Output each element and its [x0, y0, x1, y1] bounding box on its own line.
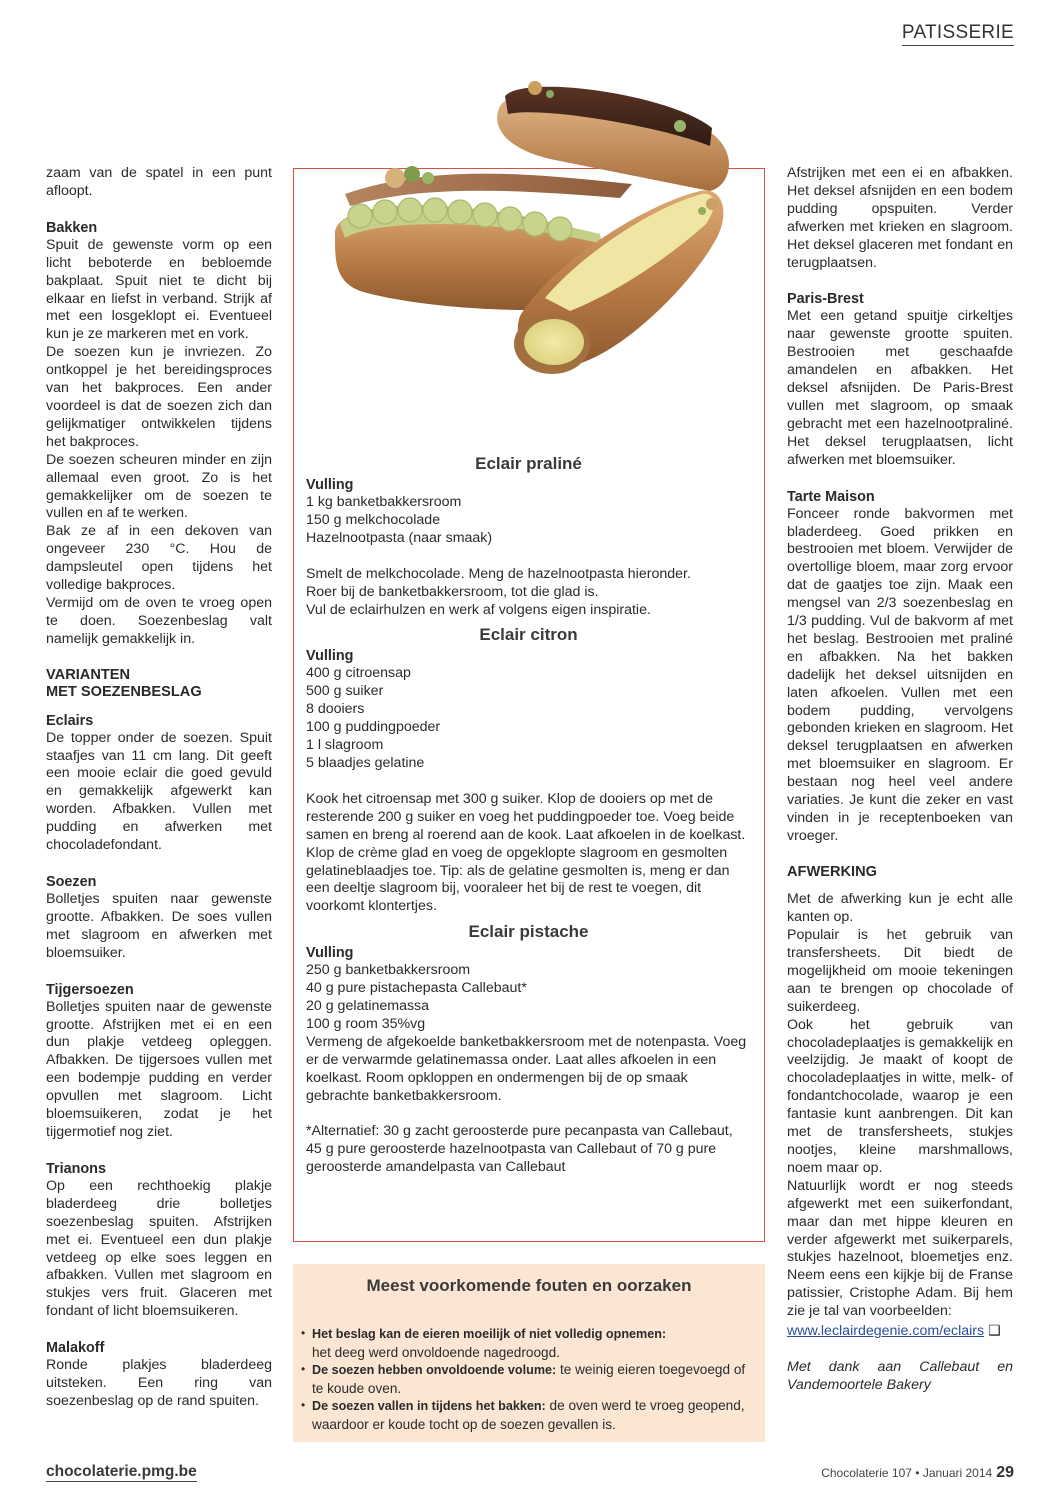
- mistake-item: [301, 1361, 756, 1397]
- right-intro: Afstrijken met een ei en afbakken. Het deksel afsnijden en een bodem pudding opspuiten. Verder afwerken met krieken en slagroom. Het deksel glaceren met fondant en terugplaatsen.: [787, 165, 1013, 271]
- bullet-icon: •: [301, 1362, 306, 1376]
- tarte-heading: Tarte Maison: [787, 488, 875, 505]
- bakken-paragraph-5: Vermijd om de oven te vroeg open te doen. Soezenbeslag valt namelijk gemakkelijk in.: [46, 594, 272, 647]
- mistake-item: [301, 1397, 756, 1433]
- mistake-cause: De soezen vallen in tijdens het bakken:: [312, 1399, 546, 1413]
- pistache-note: *Alternatief: 30 g zacht geroosterde pure pecanpasta van Callebaut, 45 g pure geroosterde hazelnootpasta van Callebaut of 70 g pure geroosterde amandelpasta van Callebaut: [306, 1123, 733, 1176]
- footer-info: [821, 1464, 1014, 1482]
- praline-step: Smelt de melkchocolade. Meng de hazelnootpasta hieronder.: [306, 565, 691, 582]
- citron-ingredient: 400 g citroensap: [306, 665, 411, 682]
- left-column: [46, 165, 272, 1411]
- bakken-paragraph-3: De soezen scheuren minder en zijn allemaal even groot. Zo is het gemakkelijker om de soezen te vullen en af te werken.: [46, 451, 272, 522]
- mistake-cause: De soezen hebben onvoldoende volume:: [312, 1363, 557, 1377]
- mistakes-title: Meest voorkomende fouten en oorzaken: [366, 1276, 692, 1295]
- footer-issue: Chocolaterie 107 • Januari 2014: [821, 1466, 993, 1480]
- end-square-icon: ❑: [988, 1323, 1001, 1340]
- mistakes-list: [301, 1325, 756, 1433]
- mistake-cause: Het beslag kan de eieren moeilijk of niet volledig opnemen:: [312, 1327, 667, 1341]
- mistakes-box: [293, 1264, 765, 1442]
- eclairs-heading: Eclairs: [46, 712, 94, 729]
- footer-site[interactable]: chocolaterie.pmg.be: [46, 1463, 197, 1480]
- trianons-heading: Trianons: [46, 1160, 106, 1177]
- citron-ingredient: 8 dooiers: [306, 701, 365, 718]
- right-column: [787, 165, 1013, 1395]
- thanks-note: Met dank aan Callebaut en Vandemoortele Bakery: [787, 1358, 1013, 1393]
- recipe-pistache-title: Eclair pistache: [468, 922, 589, 942]
- parisbrest-heading: Paris-Brest: [787, 291, 864, 308]
- afwerking-paragraph-1: Met de afwerking kun je echt alle kanten op.: [787, 891, 1013, 926]
- pistache-ingredient: 250 g banketbakkersroom: [306, 962, 471, 979]
- tijgersoezen-text: Bolletjes spuiten naar de gewenste grootte. Afstrijken met ei en een dun plakje vetdeeg opleggen. Afbakken. De tijgersoes vullen met een bodempje pudding en verder opvullen met slagroom. Licht bloemsuikeren, zodat je het tijgermotief nog ziet.: [46, 998, 272, 1140]
- soezen-heading: Soezen: [46, 874, 97, 890]
- praline-step: Roer bij de banketbakkersroom, tot die glad is.: [306, 583, 599, 600]
- citron-ingredient: 5 blaadjes gelatine: [306, 754, 425, 771]
- pistache-ingredient: 100 g room 35%vg: [306, 1015, 426, 1032]
- mistake-item: [301, 1325, 756, 1361]
- pistache-ingredient: 40 g pure pistachepasta Callebaut*: [306, 980, 527, 997]
- citron-vulling-heading: Vulling: [306, 648, 354, 665]
- praline-ingredient: Hazelnootpasta (naar smaak): [306, 529, 493, 546]
- malakoff-text: Ronde plakjes bladerdeeg uitsteken. Een ring van soezenbeslag op de rand spuiten.: [46, 1357, 272, 1409]
- pistache-vulling-heading: Vulling: [306, 945, 354, 962]
- recipe-citron-title: Eclair citron: [479, 625, 578, 645]
- citron-steps: Kook het citroensap met 300 g suiker. Klop de dooiers op met de resterende 200 g suiker en voeg het puddingpoeder toe. Voeg beide samen en breng al roerend aan de kook. Laat afkoelen in de koelkast. Klop de crème glad en voeg de opgeklopte slagroom en gesmolten gelatineblaadjes toe. Tip: als de gelatine gesmolten is, meng er dan een deeltje slagroom bij, vooraleer het bij de rest te voegen, dit voorkomt klontertjes.: [306, 790, 746, 915]
- parisbrest-text: Met een getand spuitje cirkeltjes naar gewenste grootte spuiten. Bestrooien met geschaafde amandelen en afbakken. Het deksel afsnijden. De Paris-Brest vullen met slagroom, op smaak gebracht met een hazelnootpraliné. Het deksel terugplaatsen, licht afwerken met bloemsuiker.: [787, 308, 1013, 468]
- afwerking-heading: AFWERKING: [787, 863, 877, 880]
- bakken-heading: Bakken: [46, 219, 98, 236]
- tarte-text: Fonceer ronde bakvormen met bladerdeeg. Goed prikken en bestrooien met bloem. Verwijder de overtollige bloem, maar zorg ervoor dat de gaatjes toe zijn. Maak een mengsel van 2/3 soezenbeslag en 1/3 pudding. Vul de bakvorm af met het beslag. Bestrooien met praliné en afbakken. Na het bakken dadelijk het deksel uitsnijden en laten afkoelen. Vullen met een bodem pudding, vervolgens gebonden krieken en slagroom. Het deksel terugplaatsen en afwerken met bloemsuiker en slagroom. Er bestaan nog heel veel andere variaties. Je kunt die zeker en vast vinden in je receptenboeken van vroeger.: [787, 505, 1013, 844]
- praline-ingredient: 150 g melkchocolade: [306, 511, 441, 528]
- pistache-ingredient: 20 g gelatinemassa: [306, 998, 430, 1015]
- pistache-steps: Vermeng de afgekoelde banketbakkersroom met de notenpasta. Voeg er de verwarmde gelatinemassa onder. Laat alles afkoelen in een koelkast. Room opkloppen en ondermengen bij de op smaak gebrachte banketbakkersroom.: [306, 1033, 747, 1104]
- bullet-icon: •: [301, 1398, 306, 1412]
- mistake-explanation: het deeg werd onvoldoende nagedroogd.: [312, 1344, 560, 1360]
- afwerking-paragraph-2: Populair is het gebruik van transfersheets. Dit biedt de mogelijkheid om mooie tekeningen aan te brengen op chocolade of suikerdeeg.: [787, 927, 1013, 1015]
- praline-ingredient: 1 kg banketbakkersroom: [306, 494, 462, 510]
- mistake-explanation: te weinig eieren toegevoegd of te koude oven.: [312, 1362, 746, 1396]
- bakken-paragraph-1: Spuit de gewenste vorm op een licht beboterde en bebloemde bakplaat. Spuit niet te dicht bij elkaar en liefst in verband. Strijk af met een losgeklopt ei. Eventueel kun je ze markeren met en vork.: [46, 236, 272, 343]
- bakken-paragraph-2: De soezen kun je invriezen. Zo ontkoppel je het bereidingsproces van het bakproces. Een ander voordeel is dat de soezen zich dan gelijkmatiger ontwikkelen tijdens het bakproces.: [46, 344, 272, 450]
- section-label: PATISSERIE: [902, 22, 1014, 46]
- eclairs-text: De topper onder de soezen. Spuit staafjes van 11 cm lang. Dit geeft een mooie eclair die goed gevuld en gemakkelijk afgewerkt kan worden. Afbakken. Vullen met pudding en afwerken met chocoladefondant.: [46, 729, 272, 854]
- left-intro: zaam van de spatel in een punt afloopt.: [46, 165, 272, 199]
- recipe-text: [306, 452, 751, 1177]
- eclairs-photo: [320, 66, 740, 428]
- varianten-heading-line-2: MET SOEZENBESLAG: [46, 684, 202, 701]
- recipe-praline-title: Eclair praliné: [475, 454, 582, 473]
- citron-ingredient: 1 l slagroom: [306, 737, 384, 754]
- mistake-explanation: de oven werd te vroeg geopend, waardoor er koude tocht op de soezen gevallen is.: [312, 1398, 745, 1432]
- afwerking-paragraph-4: Natuurlijk wordt er nog steeds afgewerkt met een suikerfondant, maar dan met hippe kleuren en verder afgewerkt met suikerparels, stukjes hazelnoot, bloemetjes enz. Neem eens een kijkje bij de Franse patissier, Cristophe Adam. Bij hem zie je tal van voorbeelden:: [787, 1177, 1013, 1320]
- varianten-heading-line-1: VARIANTEN: [46, 666, 131, 683]
- trianons-text: Op een rechthoekig plakje bladerdeeg drie bolletjes soezenbeslag spuiten. Afstrijken met ei. Eventueel een dun plakje vetdeeg op elke soes leggen en afbakken. Vullen met slagroom en stukjes vers fruit. Glaceren met fondant of licht bloemsuikeren.: [46, 1177, 272, 1320]
- tijgersoezen-heading: Tijgersoezen: [46, 981, 134, 998]
- praline-vulling-heading: Vulling: [306, 477, 354, 493]
- praline-step: Vul de eclairhulzen en werk af volgens eigen inspiratie.: [306, 601, 651, 618]
- page-number: 29: [996, 1464, 1014, 1481]
- bakken-paragraph-4: Bak ze af in een dekoven van ongeveer 230 °C. Hou de dampsleutel open tijdens het volledige bakproces.: [46, 523, 272, 594]
- citron-ingredient: 500 g suiker: [306, 683, 384, 700]
- soezen-text: Bolletjes spuiten naar gewenste grootte. Afbakken. De soes vullen met slagroom en afwerken met bloemsuiker.: [46, 891, 272, 961]
- afwerking-paragraph-3: Ook het gebruik van chocoladeplaatjes is gemakkelijk en veelzijdig. Je maakt of koopt de chocoladeplaatjes in witte, melk- of fondantchocolade, waarop je een fantasie kunt aanbrengen. Dit kan met de transfersheets, stukjes nootjes, kleine marshmallows, noem maar op.: [787, 1016, 1013, 1176]
- bullet-icon: •: [301, 1326, 306, 1340]
- leclairdegenie-link[interactable]: www.leclairdegenie.com/eclairs: [787, 1323, 985, 1340]
- malakoff-heading: Malakoff: [46, 1340, 105, 1357]
- citron-ingredient: 100 g puddingpoeder: [306, 719, 441, 736]
- back-eclair: [497, 81, 729, 191]
